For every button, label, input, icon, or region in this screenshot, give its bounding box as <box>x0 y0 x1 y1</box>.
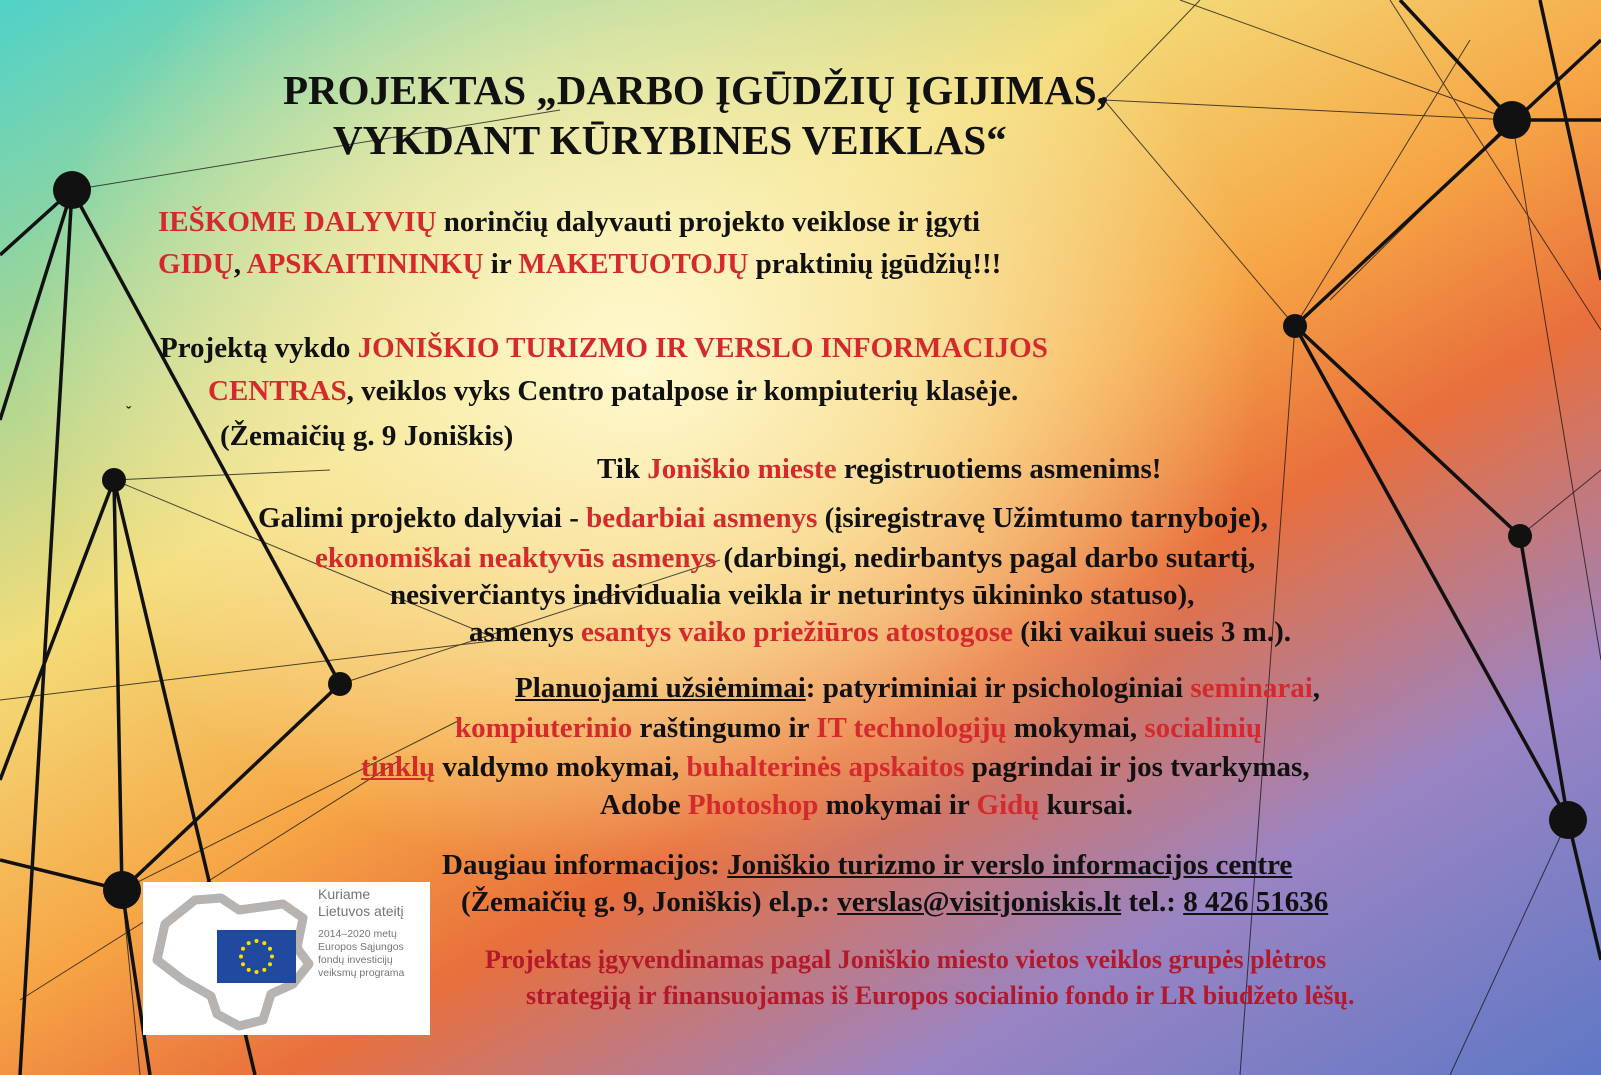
contact-prefix: Daugiau informacijos: <box>442 849 728 881</box>
activity-guides: Gidų <box>976 789 1040 821</box>
participants-text: (darbingi, nedirbantys pagal darbo sutartį, <box>716 542 1256 574</box>
seeking-highlight: IEŠKOME DALYVIŲ <box>158 206 437 238</box>
separator: , <box>233 248 247 280</box>
participants-line-3: nesiverčiantys individualia veikla ir neturintys ūkininko statuso), <box>390 579 1195 611</box>
logo-slogan-1: Kuriame <box>318 886 371 902</box>
activity-it: IT technologijų <box>816 712 1007 744</box>
funding-line-2: strategiją ir finansuojamas iš Europos socialinio fondo ir LR biudžeto lėšų. <box>526 981 1355 1010</box>
contact-phone-label: tel.: <box>1121 886 1184 918</box>
organizer-address: (Žemaičių g. 9 Joniškis) <box>220 420 514 452</box>
activities-text: raštingumo ir <box>632 712 817 744</box>
logo-program-2: Europos Sąjungos <box>318 941 404 953</box>
organizer-prefix: Projektą vykdo <box>160 332 358 364</box>
activities-text: pagrindai ir jos tvarkymas, <box>964 751 1310 783</box>
activity-photoshop: Photoshop <box>687 789 819 821</box>
activities-label: Planuojami užsiėmimai <box>515 672 806 704</box>
activity-seminars: seminarai <box>1190 672 1313 704</box>
skill-layout-designers: MAKETUOTOJŲ <box>518 248 749 280</box>
contact-line-2 <box>461 885 1328 919</box>
activity-computer: kompiuterinio <box>455 712 633 744</box>
organizer-name-end: CENTRAS <box>208 375 347 407</box>
skill-accountants: APSKAITININKŲ <box>246 248 484 280</box>
seeking-line-1 <box>158 205 980 239</box>
activity-social: socialinių <box>1144 712 1263 744</box>
organizer-line-2 <box>208 374 1018 408</box>
contact-phone-link[interactable]: 8 426 51636 <box>1183 886 1329 918</box>
separator: ir <box>483 248 519 280</box>
contact-email-link[interactable]: verslas@visitjoniskis.lt <box>837 886 1122 918</box>
activities-line-3 <box>361 750 1310 784</box>
title-line-2: VYKDANT KŪRYBINES VEIKLAS“ <box>333 117 1007 163</box>
participants-line-2 <box>315 541 1255 575</box>
logo-program-3: fondų investicijų <box>318 954 393 966</box>
participants-text: (įsiregistravę Užimtumo tarnyboje), <box>817 502 1268 534</box>
activities-text: mokymai, <box>1006 712 1145 744</box>
participants-parental-leave: esantys vaiko priežiūros atostogose <box>580 616 1014 648</box>
logo-program-4: veiksmų programa <box>318 967 405 979</box>
activities-text: mokymai ir <box>818 789 977 821</box>
participants-prefix: Galimi projekto dalyviai - <box>258 502 587 534</box>
eu-funds-logo <box>143 882 430 1035</box>
participants-unemployed: bedarbiai asmenys <box>586 502 818 534</box>
participants-line-1 <box>258 501 1268 535</box>
contact-line-1 <box>442 848 1292 882</box>
seeking-line-2 <box>158 247 1001 281</box>
participants-prefix: asmenys <box>469 616 581 648</box>
skill-guides: GIDŲ <box>158 248 234 280</box>
stray-mark: ˇ <box>126 404 132 421</box>
activities-line-1 <box>515 671 1320 705</box>
title-line-1: PROJEKTAS „DARBO ĮGŪDŽIŲ ĮGIJIMAS, <box>283 67 1107 113</box>
residency-prefix: Tik <box>597 453 648 485</box>
activities-line-2 <box>455 711 1262 745</box>
participants-inactive: ekonomiškai neaktyvūs asmenys <box>315 542 717 574</box>
activities-text: kursai. <box>1039 789 1133 821</box>
logo-slogan-2: Lietuvos ateitį <box>318 903 404 919</box>
activities-text: Adobe <box>600 789 688 821</box>
activity-networks: tinklų <box>361 751 436 783</box>
organizer-line-1 <box>160 331 1048 365</box>
residency-text: registruotiems asmenims! <box>836 453 1162 485</box>
activities-text: : patyriminiai ir psichologiniai <box>805 672 1191 704</box>
activities-text: , <box>1312 672 1321 704</box>
seeking-text: norinčių dalyvauti projekto veiklose ir įgyti <box>436 206 981 238</box>
contact-address: (Žemaičių g. 9, Joniškis) el.p.: <box>461 886 838 918</box>
organizer-text: , veiklos vyks Centro patalpose ir kompiuterių klasėje. <box>346 375 1019 407</box>
funding-line-1: Projektas įgyvendinamas pagal Joniškio miesto vietos veiklos grupės plėtros <box>485 945 1327 974</box>
contact-centre-link[interactable]: Joniškio turizmo ir verslo informacijos centre <box>727 849 1293 881</box>
activity-accounting: buhalterinės apskaitos <box>686 751 965 783</box>
logo-program-1: 2014–2020 metų <box>318 928 397 940</box>
residency-highlight: Joniškio mieste <box>647 453 837 485</box>
organizer-name: JONIŠKIO TURIZMO IR VERSLO INFORMACIJOS <box>357 332 1048 364</box>
seeking-text-end: praktinių įgūdžių!!! <box>748 248 1002 280</box>
participants-text: (iki vaikui sueis 3 m.). <box>1013 616 1291 648</box>
activities-text: valdymo mokymai, <box>435 751 687 783</box>
participants-line-4 <box>469 615 1291 649</box>
activities-line-4 <box>600 788 1133 822</box>
residency-line <box>597 452 1161 486</box>
eu-flag-icon <box>217 930 296 983</box>
